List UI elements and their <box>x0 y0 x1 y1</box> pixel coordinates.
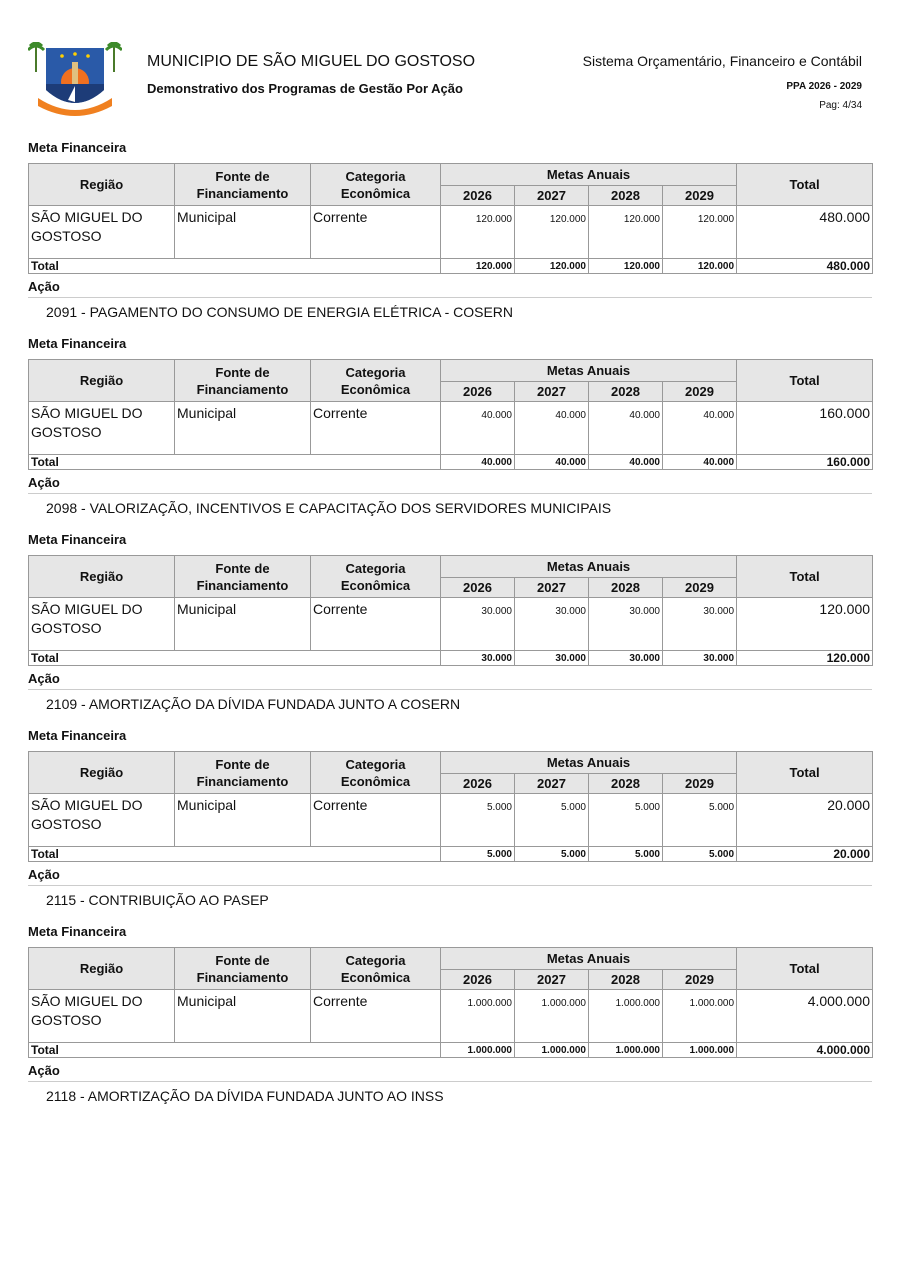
meta-table <box>28 751 873 862</box>
annual-value: 30.000 <box>441 598 515 651</box>
annual-total: 5.000 <box>589 847 663 862</box>
meta-financeira-title: Meta Financeira <box>28 336 127 351</box>
total-label: Total <box>29 847 441 862</box>
annual-total: 40.000 <box>441 455 515 470</box>
annual-value: 40.000 <box>515 402 589 455</box>
row-total: 120.000 <box>737 598 873 651</box>
annual-value: 40.000 <box>663 402 737 455</box>
annual-value: 120.000 <box>589 206 663 259</box>
year-header: 2029 <box>663 186 737 206</box>
annual-value: 30.000 <box>515 598 589 651</box>
header-row <box>29 360 873 382</box>
grand-total: 20.000 <box>737 847 873 862</box>
regiao-cell: SÃO MIGUEL DO GOSTOSO <box>29 598 175 651</box>
col-metas-anuais: Metas Anuais <box>441 164 737 186</box>
year-header: 2029 <box>663 382 737 402</box>
col-categoria: Categoria Econômica <box>311 752 441 794</box>
row-total: 20.000 <box>737 794 873 847</box>
col-total: Total <box>737 164 873 206</box>
total-label: Total <box>29 1043 441 1058</box>
annual-value: 5.000 <box>589 794 663 847</box>
meta-financeira-title: Meta Financeira <box>28 140 127 155</box>
annual-value: 120.000 <box>515 206 589 259</box>
total-label: Total <box>29 455 441 470</box>
acao-label: Ação <box>28 866 872 886</box>
col-metas-anuais: Metas Anuais <box>441 948 737 970</box>
col-categoria: Categoria Econômica <box>311 948 441 990</box>
table-row <box>29 990 873 1043</box>
table-row <box>29 402 873 455</box>
annual-total: 1.000.000 <box>663 1043 737 1058</box>
col-regiao: Região <box>29 948 175 990</box>
meta-section <box>28 725 872 921</box>
col-fonte: Fonte de Financiamento <box>175 164 311 206</box>
year-header: 2028 <box>589 774 663 794</box>
annual-value: 30.000 <box>663 598 737 651</box>
annual-total: 1.000.000 <box>589 1043 663 1058</box>
report-title: Demonstrativo dos Programas de Gestão Por Ação <box>147 81 463 96</box>
year-header: 2029 <box>663 774 737 794</box>
grand-total: 160.000 <box>737 455 873 470</box>
grand-total: 4.000.000 <box>737 1043 873 1058</box>
meta-table <box>28 359 873 470</box>
year-header: 2026 <box>441 774 515 794</box>
annual-value: 1.000.000 <box>441 990 515 1043</box>
annual-total: 5.000 <box>663 847 737 862</box>
annual-total: 120.000 <box>441 259 515 274</box>
annual-value: 5.000 <box>441 794 515 847</box>
annual-total: 30.000 <box>589 651 663 666</box>
col-metas-anuais: Metas Anuais <box>441 556 737 578</box>
row-total: 4.000.000 <box>737 990 873 1043</box>
annual-value: 5.000 <box>515 794 589 847</box>
annual-total: 5.000 <box>515 847 589 862</box>
year-header: 2026 <box>441 578 515 598</box>
annual-value: 40.000 <box>589 402 663 455</box>
ppa-period: PPA 2026 - 2029 <box>786 81 862 92</box>
meta-table <box>28 555 873 666</box>
annual-total: 1.000.000 <box>441 1043 515 1058</box>
total-row <box>29 847 873 862</box>
header-row <box>29 164 873 186</box>
col-metas-anuais: Metas Anuais <box>441 752 737 774</box>
grand-total: 120.000 <box>737 651 873 666</box>
system-name: Sistema Orçamentário, Financeiro e Contábil <box>582 53 862 69</box>
total-row <box>29 651 873 666</box>
year-header: 2026 <box>441 382 515 402</box>
regiao-cell: SÃO MIGUEL DO GOSTOSO <box>29 206 175 259</box>
header-row <box>29 948 873 970</box>
regiao-cell: SÃO MIGUEL DO GOSTOSO <box>29 990 175 1043</box>
annual-total: 120.000 <box>515 259 589 274</box>
annual-value: 1.000.000 <box>589 990 663 1043</box>
fonte-cell: Municipal <box>175 990 311 1043</box>
acao-description: 2091 - PAGAMENTO DO CONSUMO DE ENERGIA ELÉTRICA - COSERN <box>46 304 514 320</box>
regiao-cell: SÃO MIGUEL DO GOSTOSO <box>29 794 175 847</box>
annual-value: 40.000 <box>441 402 515 455</box>
acao-label: Ação <box>28 278 872 298</box>
meta-section <box>28 529 872 725</box>
acao-description: 2115 - CONTRIBUIÇÃO AO PASEP <box>46 892 269 908</box>
year-header: 2027 <box>515 970 589 990</box>
meta-financeira-title: Meta Financeira <box>28 728 127 743</box>
year-header: 2027 <box>515 186 589 206</box>
annual-total: 30.000 <box>663 651 737 666</box>
col-fonte: Fonte de Financiamento <box>175 752 311 794</box>
categoria-cell: Corrente <box>311 206 441 259</box>
year-header: 2027 <box>515 578 589 598</box>
annual-total: 40.000 <box>515 455 589 470</box>
meta-financeira-title: Meta Financeira <box>28 924 127 939</box>
year-header: 2027 <box>515 774 589 794</box>
year-header: 2026 <box>441 186 515 206</box>
acao-description: 2098 - VALORIZAÇÃO, INCENTIVOS E CAPACITAÇÃO DOS SERVIDORES MUNICIPAIS <box>46 500 612 516</box>
categoria-cell: Corrente <box>311 990 441 1043</box>
year-header: 2029 <box>663 970 737 990</box>
total-row <box>29 259 873 274</box>
total-label: Total <box>29 651 441 666</box>
col-total: Total <box>737 752 873 794</box>
annual-total: 5.000 <box>441 847 515 862</box>
col-regiao: Região <box>29 752 175 794</box>
col-regiao: Região <box>29 556 175 598</box>
meta-table <box>28 947 873 1058</box>
col-fonte: Fonte de Financiamento <box>175 360 311 402</box>
col-total: Total <box>737 556 873 598</box>
municipal-coat-of-arms-logo <box>28 42 122 118</box>
fonte-cell: Municipal <box>175 598 311 651</box>
sections-container <box>28 137 872 1117</box>
categoria-cell: Corrente <box>311 402 441 455</box>
regiao-cell: SÃO MIGUEL DO GOSTOSO <box>29 402 175 455</box>
table-row <box>29 206 873 259</box>
fonte-cell: Municipal <box>175 206 311 259</box>
annual-value: 1.000.000 <box>663 990 737 1043</box>
table-row <box>29 598 873 651</box>
col-fonte: Fonte de Financiamento <box>175 948 311 990</box>
col-total: Total <box>737 360 873 402</box>
annual-total: 120.000 <box>589 259 663 274</box>
meta-financeira-title: Meta Financeira <box>28 532 127 547</box>
year-header: 2026 <box>441 970 515 990</box>
acao-label: Ação <box>28 474 872 494</box>
annual-value: 30.000 <box>589 598 663 651</box>
total-label: Total <box>29 259 441 274</box>
annual-total: 40.000 <box>663 455 737 470</box>
annual-value: 120.000 <box>441 206 515 259</box>
total-row <box>29 455 873 470</box>
acao-label: Ação <box>28 670 872 690</box>
annual-value: 120.000 <box>663 206 737 259</box>
table-row <box>29 794 873 847</box>
col-fonte: Fonte de Financiamento <box>175 556 311 598</box>
year-header: 2028 <box>589 578 663 598</box>
fonte-cell: Municipal <box>175 402 311 455</box>
fonte-cell: Municipal <box>175 794 311 847</box>
col-metas-anuais: Metas Anuais <box>441 360 737 382</box>
row-total: 480.000 <box>737 206 873 259</box>
col-regiao: Região <box>29 360 175 402</box>
municipality-title: MUNICIPIO DE SÃO MIGUEL DO GOSTOSO <box>147 53 476 70</box>
annual-total: 1.000.000 <box>515 1043 589 1058</box>
col-categoria: Categoria Econômica <box>311 164 441 206</box>
annual-value: 1.000.000 <box>515 990 589 1043</box>
year-header: 2028 <box>589 186 663 206</box>
meta-table <box>28 163 873 274</box>
row-total: 160.000 <box>737 402 873 455</box>
categoria-cell: Corrente <box>311 794 441 847</box>
year-header: 2029 <box>663 578 737 598</box>
acao-label: Ação <box>28 1062 872 1082</box>
categoria-cell: Corrente <box>311 598 441 651</box>
annual-total: 30.000 <box>515 651 589 666</box>
meta-section <box>28 137 872 333</box>
annual-total: 120.000 <box>663 259 737 274</box>
header-row <box>29 752 873 774</box>
annual-total: 30.000 <box>441 651 515 666</box>
col-total: Total <box>737 948 873 990</box>
annual-total: 40.000 <box>589 455 663 470</box>
header-row <box>29 556 873 578</box>
col-regiao: Região <box>29 164 175 206</box>
page-number: Pag: 4/34 <box>819 100 862 111</box>
acao-description: 2109 - AMORTIZAÇÃO DA DÍVIDA FUNDADA JUNTO A COSERN <box>46 696 461 712</box>
grand-total: 480.000 <box>737 259 873 274</box>
year-header: 2028 <box>589 382 663 402</box>
total-row <box>29 1043 873 1058</box>
year-header: 2027 <box>515 382 589 402</box>
col-categoria: Categoria Econômica <box>311 556 441 598</box>
year-header: 2028 <box>589 970 663 990</box>
meta-section <box>28 921 872 1117</box>
annual-value: 5.000 <box>663 794 737 847</box>
col-categoria: Categoria Econômica <box>311 360 441 402</box>
meta-section <box>28 333 872 529</box>
acao-description: 2118 - AMORTIZAÇÃO DA DÍVIDA FUNDADA JUNTO AO INSS <box>46 1088 444 1104</box>
